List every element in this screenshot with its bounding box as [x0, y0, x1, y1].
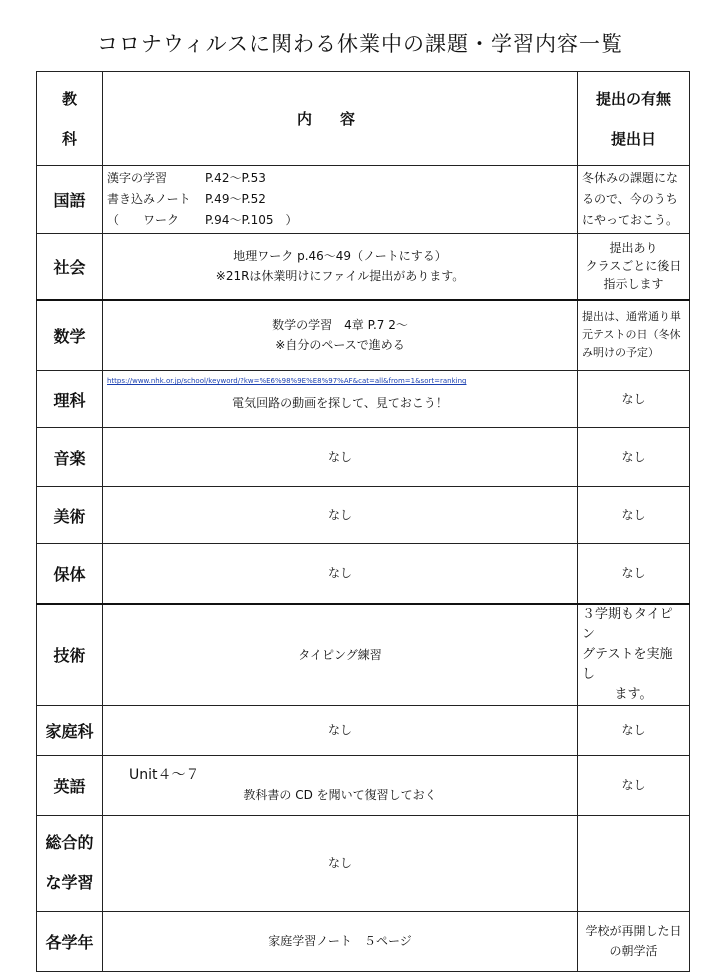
table-row [37, 234, 690, 300]
submit-line: 元テストの日（冬休 [582, 328, 681, 342]
content-cell [103, 234, 578, 300]
submit-cell: なし [578, 428, 690, 487]
table-header-row [37, 72, 690, 166]
subject-line: な学習 [45, 873, 94, 892]
content-cell: タイピング練習 [103, 604, 578, 706]
submit-line: 指示します [603, 277, 664, 292]
subject-cell: 英語 [37, 755, 103, 815]
table-row [37, 911, 690, 971]
content-cell: なし [103, 815, 578, 911]
header-submit-top: 提出の有無 [595, 89, 671, 108]
table-row [37, 371, 690, 428]
content-line: ※21Rは休業明けにファイル提出があります。 [215, 269, 465, 284]
subject-cell: 国語 [37, 166, 103, 234]
unit-range: Unit４～７ [129, 767, 200, 783]
submit-cell [578, 815, 690, 911]
list-item [107, 168, 573, 189]
page-title: コロナウィルスに関わる休業中の課題・学習内容一覧 [96, 32, 624, 56]
content-cell [103, 166, 578, 234]
content-cell: 家庭学習ノート ５ページ [103, 911, 578, 971]
list-item [107, 189, 573, 210]
header-subject-top: 教 [61, 89, 77, 108]
table-row [37, 604, 690, 706]
header-subject-bottom: 科 [61, 129, 77, 148]
item-name: 漢字の学習 [107, 171, 168, 185]
submit-cell: なし [578, 487, 690, 544]
submit-line: 提出あり [609, 241, 658, 256]
item-pages: P.42～P.53 [205, 171, 266, 185]
submit-line: るので、今のうち [582, 192, 678, 206]
header-submit [578, 72, 690, 166]
submit-line: 提出は、通常通り単 [582, 310, 681, 324]
submit-cell [578, 604, 690, 706]
content-line: 数学の学習 4章 P.7 2～ [272, 318, 408, 333]
submit-line: にやっておこう。 [582, 213, 679, 227]
subject-cell: 各学年 [37, 911, 103, 971]
submit-line: ３学期もタイピン [582, 606, 673, 642]
submit-line: クラスごとに後日 [585, 259, 682, 274]
subject-cell: 社会 [37, 234, 103, 300]
submit-cell: なし [578, 705, 690, 755]
content-cell [103, 755, 578, 815]
content-cell [103, 371, 578, 428]
header-subject [37, 72, 103, 166]
table-row [37, 544, 690, 604]
content-cell: なし [103, 705, 578, 755]
subject-cell: 数学 [37, 300, 103, 371]
submit-line: の朝学活 [609, 944, 658, 958]
subject-cell: 保体 [37, 544, 103, 604]
item-name: 書き込みノート [107, 192, 191, 206]
submit-cell [578, 166, 690, 234]
header-submit-bottom: 提出日 [610, 129, 656, 148]
table-row [37, 428, 690, 487]
submit-line: み明けの予定） [582, 346, 659, 360]
content-line: 電気回路の動画を探して、見ておこう！ [232, 396, 448, 410]
table-row [37, 166, 690, 234]
subject-cell: 美術 [37, 487, 103, 544]
content-line: 教科書の CD を聞いて復習しておく [243, 788, 437, 802]
submit-line: グテストを実施し [582, 646, 673, 682]
subject-cell: 音楽 [37, 428, 103, 487]
table-row [37, 300, 690, 371]
subject-cell: 技術 [37, 604, 103, 706]
table-row [37, 755, 690, 815]
subject-cell: 家庭科 [37, 705, 103, 755]
subject-cell [37, 815, 103, 911]
item-pages: P.49～P.52 [205, 192, 266, 206]
table-row [37, 487, 690, 544]
content-line: 地理ワーク p.46～49（ノートにする） [233, 249, 447, 264]
submit-cell: なし [578, 371, 690, 428]
subject-cell: 理科 [37, 371, 103, 428]
content-cell: なし [103, 428, 578, 487]
content-line: ※自分のペースで進める [275, 338, 405, 353]
submit-cell [578, 911, 690, 971]
table-row [37, 705, 690, 755]
assignment-table [36, 71, 690, 972]
submit-cell [578, 234, 690, 300]
list-item [107, 210, 573, 231]
table-row [37, 815, 690, 911]
submit-line: ます。 [614, 686, 653, 702]
submit-line: 学校が再開した日 [585, 924, 682, 938]
submit-cell: なし [578, 755, 690, 815]
content-cell: なし [103, 487, 578, 544]
item-name: （ ワーク [107, 213, 180, 227]
item-pages: P.94～P.105 ） [205, 213, 298, 227]
content-cell: なし [103, 544, 578, 604]
content-cell [103, 300, 578, 371]
submit-line: 冬休みの課題にな [582, 171, 679, 185]
submit-cell [578, 300, 690, 371]
submit-cell: なし [578, 544, 690, 604]
reference-link[interactable]: https://www.nhk.or.jp/school/keyword/?kw=%E6%98%9E%E8%97%AF&cat=all&from=1&sort=ranking [107, 377, 467, 385]
subject-line: 総合的 [45, 833, 94, 852]
header-content: 内容 [103, 72, 578, 166]
